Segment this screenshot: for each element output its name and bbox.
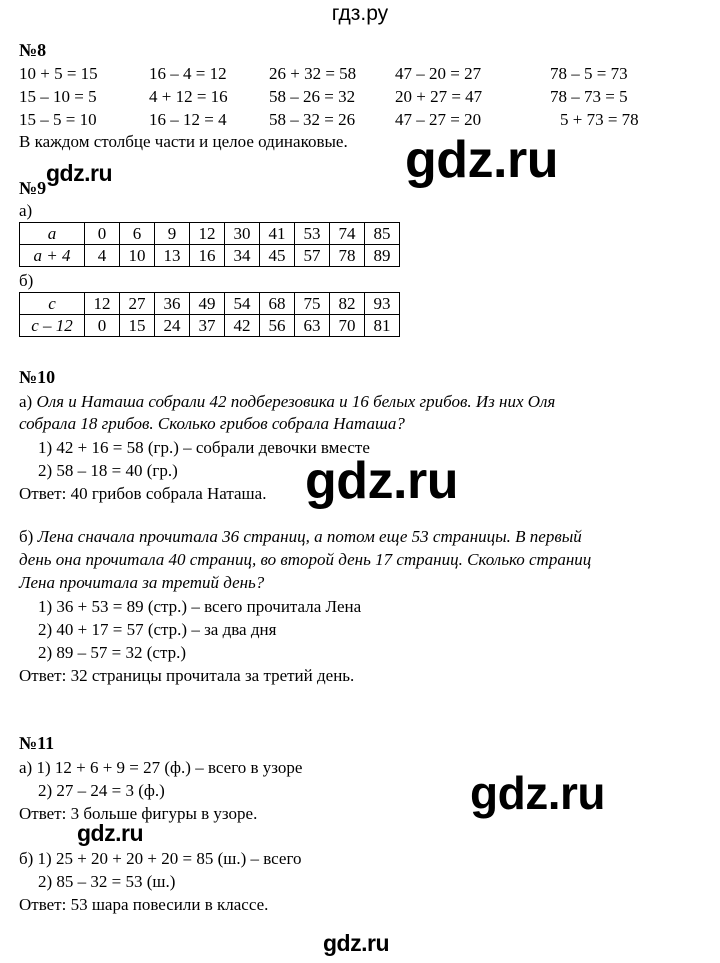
table-cell: 42 (225, 315, 260, 337)
table-row (20, 223, 400, 245)
table-cell: 89 (365, 245, 400, 267)
table-cell: 68 (260, 293, 295, 315)
table-cell: 53 (295, 223, 330, 245)
table-cell: 30 (225, 223, 260, 245)
task10-a-step1: 1) 42 + 16 = 58 (гр.) – собрали девочки вместе (38, 438, 370, 457)
part-label: б) (19, 527, 34, 546)
task8-title: №8 (19, 40, 47, 60)
table-cell: 78 (330, 245, 365, 267)
problem-text: Оля и Наташа собрали 42 подберезовика и 16 белых грибов. Из них Оля (36, 392, 556, 411)
equation: 26 + 32 = 58 (269, 64, 357, 83)
table-cell: 27 (120, 293, 155, 315)
task9-b-table (19, 292, 400, 337)
table-cell: 34 (225, 245, 260, 267)
watermark: gdz.ru (470, 767, 605, 819)
table-row (20, 293, 400, 315)
table-head-cell: a (20, 223, 85, 245)
table-cell: 9 (155, 223, 190, 245)
table-cell: 57 (295, 245, 330, 267)
task11-a-step1: а) 1) 12 + 6 + 9 = 27 (ф.) – всего в узоре (19, 758, 303, 777)
table-cell: 45 (260, 245, 295, 267)
equation: 47 – 27 = 20 (395, 110, 482, 129)
equation: 5 + 73 = 78 (560, 110, 639, 129)
watermark: gdz.ru (77, 820, 143, 846)
task10-a-answer: Ответ: 40 грибов собрала Наташа. (19, 484, 267, 503)
task10-b-step2: 2) 40 + 17 = 57 (стр.) – за два дня (38, 620, 277, 639)
table-cell: 24 (155, 315, 190, 337)
equation: 10 + 5 = 15 (19, 64, 98, 83)
task11-a-answer: Ответ: 3 больше фигуры в узоре. (19, 804, 258, 823)
task10-a-problem-line1 (19, 391, 555, 413)
task10-b-step1: 1) 36 + 53 = 89 (стр.) – всего прочитала Лена (38, 597, 362, 616)
table-cell: 15 (120, 315, 155, 337)
table-cell: 56 (260, 315, 295, 337)
table-cell: 16 (190, 245, 225, 267)
table-cell: 12 (190, 223, 225, 245)
table-cell: 12 (85, 293, 120, 315)
task9-b-label: б) (19, 271, 34, 290)
equation: 78 – 5 = 73 (550, 64, 628, 83)
task9-a-label: а) (19, 201, 33, 220)
table-cell: 81 (365, 315, 400, 337)
watermark: gdz.ru (305, 452, 458, 510)
task11-b-step2: 2) 85 – 32 = 53 (ш.) (38, 872, 176, 891)
table-cell: 93 (365, 293, 400, 315)
equation: 16 – 12 = 4 (149, 110, 227, 129)
task11-b-answer: Ответ: 53 шара повесили в классе. (19, 895, 269, 914)
problem-text: Лена сначала прочитала 36 страниц, а потом еще 53 страницы. В первый (37, 527, 582, 546)
table-cell: 37 (190, 315, 225, 337)
task10-b-answer: Ответ: 32 страницы прочитала за третий день. (19, 666, 355, 685)
equation: 47 – 20 = 27 (395, 64, 482, 83)
task10-title: №10 (19, 367, 56, 387)
equation: 16 – 4 = 12 (149, 64, 227, 83)
task9-a-table (19, 222, 400, 267)
task9-title: №9 (19, 178, 47, 198)
table-cell: 82 (330, 293, 365, 315)
table-cell: 41 (260, 223, 295, 245)
table-cell: 36 (155, 293, 190, 315)
table-cell: 13 (155, 245, 190, 267)
table-head-cell: c – 12 (20, 315, 85, 337)
table-cell: 4 (85, 245, 120, 267)
table-cell: 85 (365, 223, 400, 245)
equation: 78 – 73 = 5 (550, 87, 628, 106)
equation: 15 – 10 = 5 (19, 87, 97, 106)
table-cell: 0 (85, 223, 120, 245)
table-cell: 74 (330, 223, 365, 245)
table-cell: 10 (120, 245, 155, 267)
task10-a-step2: 2) 58 – 18 = 40 (гр.) (38, 461, 178, 480)
table-cell: 63 (295, 315, 330, 337)
part-label: а) (19, 392, 33, 411)
table-head-cell: a + 4 (20, 245, 85, 267)
watermark: gdz.ru (46, 160, 112, 186)
table-head-cell: c (20, 293, 85, 315)
table-cell: 6 (120, 223, 155, 245)
equation: 58 – 26 = 32 (269, 87, 356, 106)
task8-conclusion: В каждом столбце части и целое одинаковые. (19, 132, 348, 151)
task10-a-problem-line2: собрала 18 грибов. Сколько грибов собрала Наташа? (19, 414, 405, 433)
table-cell: 54 (225, 293, 260, 315)
task11-title: №11 (19, 733, 55, 753)
table-cell: 49 (190, 293, 225, 315)
table-cell: 70 (330, 315, 365, 337)
equation: 4 + 12 = 16 (149, 87, 228, 106)
site-header: гдз.ру (331, 2, 389, 25)
equation: 58 – 32 = 26 (269, 110, 356, 129)
equation: 20 + 27 = 47 (395, 87, 483, 106)
watermark: gdz.ru (405, 131, 558, 189)
task10-b-step3: 2) 89 – 57 = 32 (стр.) (38, 643, 187, 662)
watermark: gdz.ru (323, 930, 389, 956)
task11-b-step1: б) 1) 25 + 20 + 20 + 20 = 85 (ш.) – всего (19, 849, 302, 868)
table-cell: 0 (85, 315, 120, 337)
task10-b-problem-line3: Лена прочитала за третий день? (19, 573, 265, 592)
task11-a-step2: 2) 27 – 24 = 3 (ф.) (38, 781, 165, 800)
equation: 15 – 5 = 10 (19, 110, 97, 129)
task10-b-problem-line1 (19, 526, 582, 548)
table-row (20, 315, 400, 337)
table-cell: 75 (295, 293, 330, 315)
table-row (20, 245, 400, 267)
task10-b-problem-line2: день она прочитала 40 страниц, во второй день 17 страниц. Сколько страниц (19, 550, 592, 569)
